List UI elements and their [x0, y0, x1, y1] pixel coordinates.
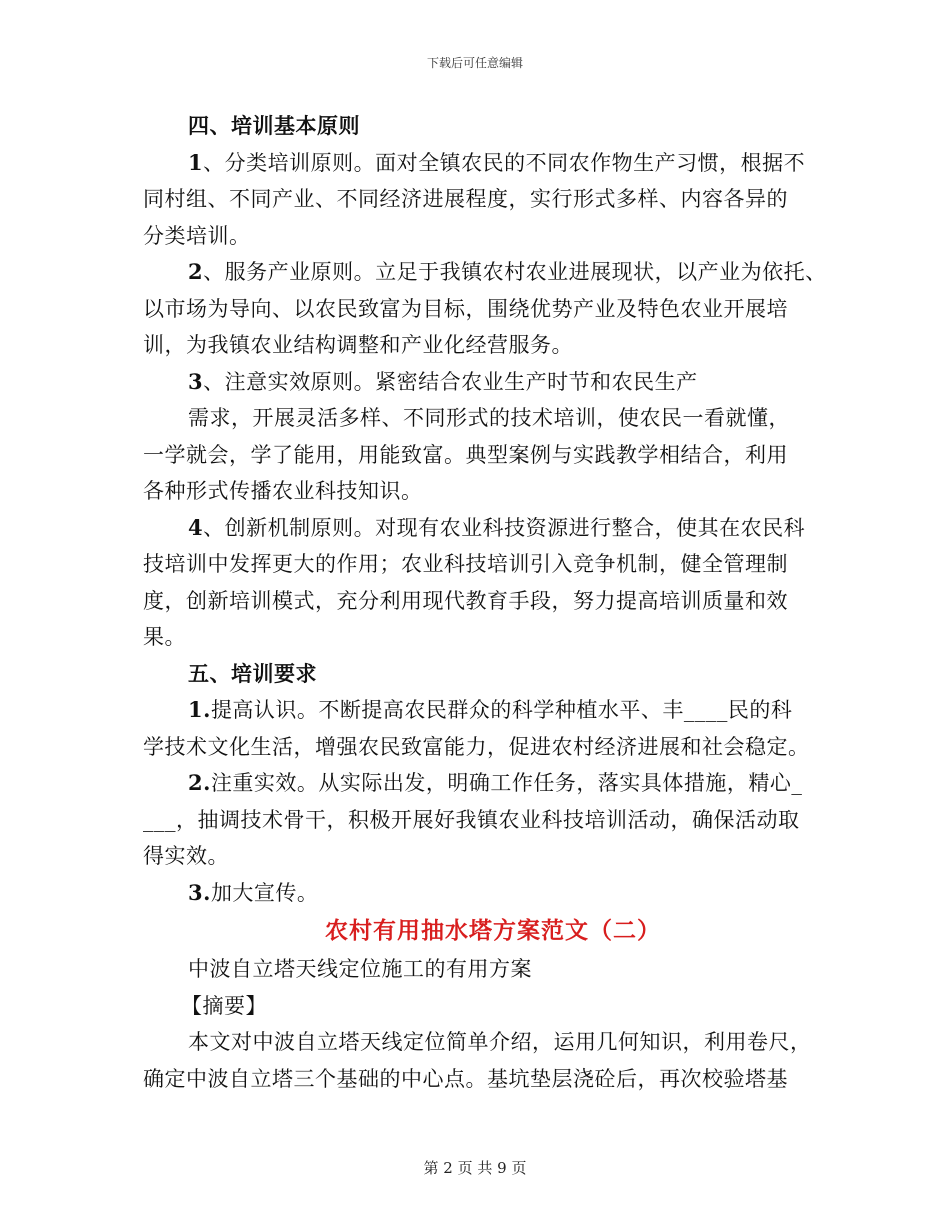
abstract-label: 【摘要】	[181, 993, 267, 1018]
paragraph-line: 1、分类培训原则。面对全镇农民的不同农作物生产习惯，根据不	[188, 149, 806, 175]
paragraph-line: 3、注意实效原则。紧密结合农业生产时节和农民生产	[188, 368, 698, 394]
item-number: 3.	[188, 879, 211, 905]
item-number: 3	[188, 368, 204, 394]
subtitle: 中波自立塔天线定位施工的有用方案	[188, 957, 532, 981]
item-number: 4	[188, 514, 204, 540]
paragraph-line: 3.加大宣传。	[188, 879, 319, 905]
paragraph-line: 果。	[143, 625, 186, 649]
page-footer: 第 2 页 共 9 页	[423, 1159, 527, 1177]
document-title: 农村有用抽水塔方案范文（二）	[325, 917, 661, 944]
paragraph-line: 分类培训。	[143, 223, 251, 248]
paragraph-line: 以市场为导向、以农民致富为目标，围绕优势产业及特色农业开展培	[143, 296, 788, 321]
item-number: 1	[188, 149, 204, 175]
paragraph-line: 4、创新机制原则。对现有农业科技资源进行整合，使其在农民科	[188, 514, 806, 540]
item-number: 1.	[188, 697, 211, 722]
page-header: 下载后可任意编辑	[426, 56, 523, 70]
paragraph-line: 2.注重实效。从实际出发，明确工作任务，落实具体措施，精心_	[188, 770, 803, 795]
paragraph-line: 同村组、不同产业、不同经济进展程度，实行形式多样、内容各异的	[143, 187, 788, 211]
paragraph-line: 1.提高认识。不断提高农民群众的科学种植水平、丰____民的科	[188, 697, 793, 722]
paragraph-line: ___，抽调技术骨干，积极开展好我镇农业科技培训活动，确保活动取	[143, 807, 800, 832]
item-number: 2	[188, 259, 204, 284]
item-number: 2.	[188, 770, 211, 795]
paragraph-line: 度，创新培训模式，充分利用现代教育手段，努力提高培训质量和效	[143, 588, 788, 613]
paragraph-line: 需求，开展灵活多样、不同形式的技术培训，使农民一看就懂，	[188, 406, 790, 430]
paragraph-line: 技培训中发挥更大的作用；农业科技培训引入竞争机制，健全管理制	[143, 552, 788, 576]
paragraph-line: 确定中波自立塔三个基础的中心点。基坑垫层浇砼后，再次校验塔基	[143, 1066, 788, 1091]
section-heading-4: 四、培训基本原则	[188, 113, 360, 138]
paragraph-line: 各种形式传播农业科技知识。	[143, 479, 423, 503]
document-body	[143, 108, 827, 1097]
paragraph-line: 得实效。	[143, 844, 229, 868]
paragraph-line: 训，为我镇农业结构调整和产业化经营服务。	[143, 333, 573, 357]
paragraph-line: 本文对中波自立塔天线定位简单介绍，运用几何知识，利用卷尺，	[188, 1030, 812, 1054]
section-heading-5: 五、培训要求	[188, 660, 317, 686]
paragraph-line: 2、服务产业原则。立足于我镇农村农业进展现状，以产业为依托、	[188, 259, 827, 284]
paragraph-line: 学技术文化生活，增强农民致富能力，促进农村经济进展和社会稳定。	[143, 734, 810, 759]
paragraph-line: 一学就会，学了能用，用能致富。典型案例与实践教学相结合，利用	[143, 442, 788, 467]
